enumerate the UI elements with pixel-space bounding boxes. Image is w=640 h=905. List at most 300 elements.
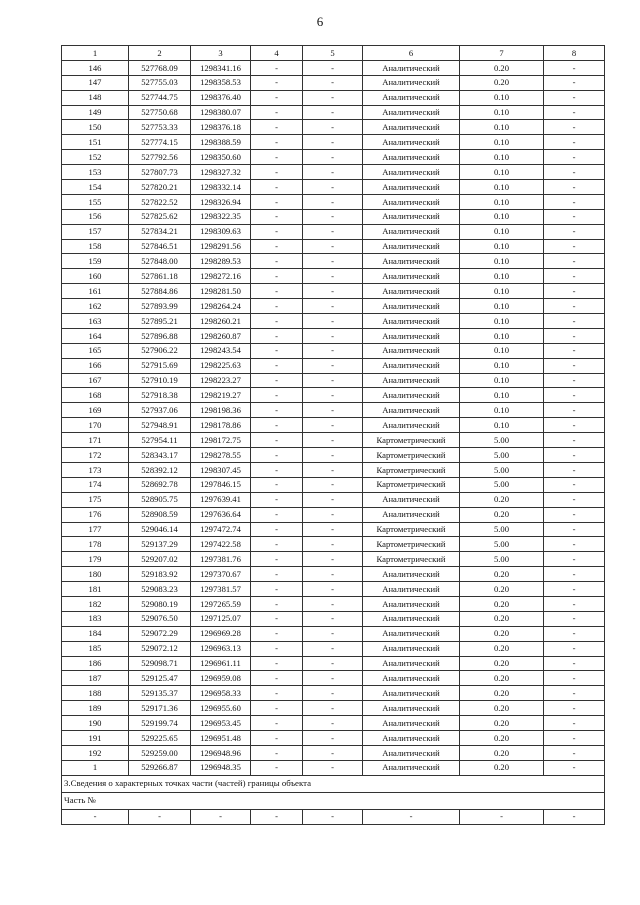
cell-col-5: - [303,194,363,209]
cell-method: Аналитический [363,194,460,209]
cell-col-8: - [544,671,605,686]
cell-method: Аналитический [363,150,460,165]
table-row [62,373,605,388]
cell-y-coordinate: 1298307.45 [191,462,251,477]
cell-col-5: - [303,626,363,641]
cell-x-coordinate: 527768.09 [129,60,191,75]
cell-method: Аналитический [363,656,460,671]
cell-y-coordinate: 1296955.60 [191,701,251,716]
cell-col-5: - [303,328,363,343]
cell-x-coordinate: 527895.21 [129,314,191,329]
cell-col-8: - [544,656,605,671]
cell-col-4: - [251,641,303,656]
cell-accuracy: 0.10 [460,403,544,418]
cell-x-coordinate: 527755.03 [129,75,191,90]
cell-col-5: - [303,745,363,760]
table-row [62,671,605,686]
cell-accuracy: 5.00 [460,537,544,552]
cell-point-number: 163 [62,314,129,329]
cell-x-coordinate: - [129,809,191,824]
table-row [62,194,605,209]
cell-point-number: 1 [62,760,129,775]
cell-x-coordinate: 527915.69 [129,358,191,373]
table-row [62,611,605,626]
cell-x-coordinate: 527792.56 [129,150,191,165]
table-row [62,462,605,477]
cell-col-8: - [544,537,605,552]
cell-accuracy: 0.10 [460,388,544,403]
cell-col-8: - [544,120,605,135]
cell-accuracy: 0.20 [460,745,544,760]
cell-col-4: - [251,433,303,448]
cell-x-coordinate: 528905.75 [129,492,191,507]
cell-col-4: - [251,180,303,195]
cell-point-number: 164 [62,328,129,343]
cell-col-8: - [544,507,605,522]
cell-method: Аналитический [363,224,460,239]
cell-point-number: 169 [62,403,129,418]
cell-accuracy: 0.20 [460,567,544,582]
cell-accuracy: 0.10 [460,269,544,284]
cell-y-coordinate: 1298223.27 [191,373,251,388]
cell-col-5: - [303,150,363,165]
cell-method: Аналитический [363,671,460,686]
cell-point-number: 186 [62,656,129,671]
cell-col-8: - [544,209,605,224]
cell-x-coordinate: 527834.21 [129,224,191,239]
cell-col-5: - [303,686,363,701]
cell-col-8: - [544,239,605,254]
cell-method: Картометрический [363,537,460,552]
cell-col-4: - [251,552,303,567]
table-row [62,433,605,448]
cell-y-coordinate: 1296961.11 [191,656,251,671]
cell-point-number: - [62,809,129,824]
cell-x-coordinate: 2 [129,46,191,61]
cell-col-4: - [251,358,303,373]
cell-col-8: - [544,730,605,745]
cell-y-coordinate: 1298309.63 [191,224,251,239]
cell-point-number: 168 [62,388,129,403]
cell-point-number: 148 [62,90,129,105]
cell-point-number: 152 [62,150,129,165]
cell-accuracy: 5.00 [460,477,544,492]
cell-col-5: - [303,120,363,135]
cell-y-coordinate: 1296963.13 [191,641,251,656]
cell-col-4: - [251,105,303,120]
cell-y-coordinate: 1296969.28 [191,626,251,641]
cell-col-5: - [303,180,363,195]
cell-col-5: - [303,567,363,582]
cell-point-number: 160 [62,269,129,284]
cell-col-4: - [251,596,303,611]
cell-point-number: 157 [62,224,129,239]
cell-col-8: - [544,809,605,824]
table-body [62,46,605,825]
cell-y-coordinate: 1297370.67 [191,567,251,582]
cell-method: Картометрический [363,522,460,537]
cell-point-number: 173 [62,462,129,477]
cell-col-4: - [251,120,303,135]
table-row [62,343,605,358]
cell-col-8: - [544,165,605,180]
cell-y-coordinate: 1298380.07 [191,105,251,120]
cell-col-4: - [251,254,303,269]
cell-col-4: - [251,60,303,75]
cell-col-8: - [544,418,605,433]
cell-point-number: 154 [62,180,129,195]
cell-col-5: - [303,582,363,597]
cell-col-8: - [544,105,605,120]
cell-x-coordinate: 528908.59 [129,507,191,522]
cell-method: Аналитический [363,254,460,269]
cell-point-number: 156 [62,209,129,224]
table-row [62,135,605,150]
cell-accuracy: 0.10 [460,135,544,150]
section-title-row [62,775,605,792]
cell-method: Аналитический [363,596,460,611]
cell-accuracy: 0.20 [460,656,544,671]
cell-point-number: 153 [62,165,129,180]
cell-point-number: 1 [62,46,129,61]
cell-x-coordinate: 529135.37 [129,686,191,701]
cell-y-coordinate: 1297639.41 [191,492,251,507]
cell-col-5: - [303,537,363,552]
cell-col-4: - [251,343,303,358]
cell-col-8: - [544,194,605,209]
table-row [62,507,605,522]
cell-x-coordinate: 529137.29 [129,537,191,552]
cell-point-number: 149 [62,105,129,120]
cell-y-coordinate: 1298332.14 [191,180,251,195]
cell-y-coordinate: 1297265.59 [191,596,251,611]
cell-col-5: - [303,462,363,477]
cell-col-8: - [544,328,605,343]
cell-col-4: - [251,135,303,150]
cell-point-number: 184 [62,626,129,641]
cell-x-coordinate: 529125.47 [129,671,191,686]
cell-y-coordinate: 1298243.54 [191,343,251,358]
cell-x-coordinate: 529225.65 [129,730,191,745]
cell-accuracy: 0.20 [460,596,544,611]
cell-y-coordinate: 1298172.75 [191,433,251,448]
table-row [62,522,605,537]
cell-accuracy: 0.20 [460,507,544,522]
cell-x-coordinate: 529080.19 [129,596,191,611]
table-row [62,388,605,403]
cell-accuracy: 0.10 [460,418,544,433]
cell-col-4: - [251,314,303,329]
cell-col-5: - [303,611,363,626]
cell-method: Аналитический [363,209,460,224]
cell-method: Аналитический [363,180,460,195]
cell-point-number: 174 [62,477,129,492]
cell-method: Аналитический [363,269,460,284]
cell-col-5: - [303,716,363,731]
cell-x-coordinate: 527884.86 [129,284,191,299]
cell-accuracy: 5.00 [460,448,544,463]
cell-point-number: 179 [62,552,129,567]
cell-col-8: - [544,477,605,492]
cell-col-8: - [544,582,605,597]
cell-x-coordinate: 527893.99 [129,299,191,314]
cell-accuracy: 0.10 [460,105,544,120]
cell-col-4: - [251,165,303,180]
cell-point-number: 162 [62,299,129,314]
cell-col-5: - [303,60,363,75]
cell-accuracy: 0.20 [460,671,544,686]
cell-col-5: - [303,671,363,686]
cell-y-coordinate: 1297381.57 [191,582,251,597]
cell-col-8: - [544,492,605,507]
cell-col-5: - [303,269,363,284]
cell-col-8: - [544,135,605,150]
cell-x-coordinate: 527774.15 [129,135,191,150]
cell-method: Аналитический [363,745,460,760]
table-row [62,641,605,656]
cell-point-number: 187 [62,671,129,686]
cell-point-number: 151 [62,135,129,150]
cell-point-number: 176 [62,507,129,522]
cell-method: Аналитический [363,284,460,299]
cell-method: Картометрический [363,448,460,463]
cell-x-coordinate: 529046.14 [129,522,191,537]
cell-x-coordinate: 529098.71 [129,656,191,671]
cell-method: 6 [363,46,460,61]
cell-col-5: - [303,90,363,105]
cell-x-coordinate: 527753.33 [129,120,191,135]
cell-col-5: - [303,809,363,824]
cell-method: Аналитический [363,403,460,418]
cell-point-number: 158 [62,239,129,254]
cell-col-4: - [251,403,303,418]
cell-accuracy: 0.10 [460,239,544,254]
cell-y-coordinate: 1298264.24 [191,299,251,314]
cell-point-number: 191 [62,730,129,745]
table-row [62,328,605,343]
cell-col-4: - [251,75,303,90]
cell-y-coordinate: 1297422.58 [191,537,251,552]
cell-col-4: - [251,224,303,239]
cell-col-5: - [303,254,363,269]
cell-point-number: 192 [62,745,129,760]
table-row [62,596,605,611]
cell-col-8: - [544,626,605,641]
cell-accuracy: 0.10 [460,284,544,299]
cell-y-coordinate: 1298219.27 [191,388,251,403]
cell-col-5: - [303,105,363,120]
cell-method: Аналитический [363,60,460,75]
cell-x-coordinate: 527744.75 [129,90,191,105]
cell-accuracy: 0.10 [460,299,544,314]
cell-col-5: - [303,209,363,224]
cell-col-5: - [303,388,363,403]
cell-col-4: - [251,477,303,492]
cell-point-number: 159 [62,254,129,269]
table-row [62,492,605,507]
cell-accuracy: 0.10 [460,165,544,180]
cell-x-coordinate: 527954.11 [129,433,191,448]
cell-col-5: - [303,299,363,314]
cell-method: Аналитический [363,165,460,180]
cell-accuracy: 0.10 [460,314,544,329]
cell-col-4: - [251,492,303,507]
cell-y-coordinate: 1298358.53 [191,75,251,90]
cell-col-8: - [544,60,605,75]
cell-y-coordinate: 1298376.40 [191,90,251,105]
cell-method: Аналитический [363,418,460,433]
cell-col-4: - [251,209,303,224]
cell-accuracy: 0.20 [460,626,544,641]
cell-y-coordinate: 1298322.35 [191,209,251,224]
cell-accuracy: 0.10 [460,194,544,209]
cell-x-coordinate: 527822.52 [129,194,191,209]
cell-col-4: - [251,418,303,433]
cell-method: Аналитический [363,314,460,329]
cell-accuracy: 0.10 [460,358,544,373]
cell-col-8: - [544,596,605,611]
cell-point-number: 183 [62,611,129,626]
cell-col-8: - [544,75,605,90]
cell-col-4: - [251,150,303,165]
cell-col-5: - [303,448,363,463]
cell-point-number: 172 [62,448,129,463]
cell-x-coordinate: 528392.12 [129,462,191,477]
cell-col-4: - [251,730,303,745]
cell-accuracy: 0.20 [460,60,544,75]
cell-method: Аналитический [363,701,460,716]
table-row [62,180,605,195]
cell-y-coordinate: - [191,809,251,824]
table-row [62,716,605,731]
section-3-title: 3.Сведения о характерных точках части (частей) границы объекта [62,775,605,792]
cell-col-5: - [303,656,363,671]
cell-method: Аналитический [363,716,460,731]
cell-method: Аналитический [363,686,460,701]
cell-method: Аналитический [363,90,460,105]
cell-col-8: - [544,760,605,775]
cell-accuracy: 0.10 [460,90,544,105]
table-row [62,224,605,239]
cell-col-4: - [251,448,303,463]
cell-x-coordinate: 527820.21 [129,180,191,195]
table-row [62,403,605,418]
cell-point-number: 167 [62,373,129,388]
cell-col-4: - [251,537,303,552]
cell-col-8: - [544,180,605,195]
cell-accuracy: 0.10 [460,328,544,343]
table-row [62,299,605,314]
cell-col-5: - [303,358,363,373]
cell-col-5: - [303,418,363,433]
cell-y-coordinate: 1298327.32 [191,165,251,180]
cell-y-coordinate: 1298278.55 [191,448,251,463]
cell-col-5: - [303,284,363,299]
cell-accuracy: 5.00 [460,433,544,448]
cell-col-8: - [544,269,605,284]
page-number: 6 [316,14,324,29]
cell-accuracy: 0.20 [460,686,544,701]
cell-col-4: - [251,611,303,626]
cell-y-coordinate: 1298198.36 [191,403,251,418]
cell-point-number: 182 [62,596,129,611]
cell-y-coordinate: 1298291.56 [191,239,251,254]
cell-accuracy: 0.20 [460,611,544,626]
cell-point-number: 190 [62,716,129,731]
cell-y-coordinate: 1297472.74 [191,522,251,537]
cell-method: Аналитический [363,760,460,775]
cell-col-5: - [303,730,363,745]
cell-col-5: - [303,75,363,90]
cell-x-coordinate: 527910.19 [129,373,191,388]
cell-col-5: 5 [303,46,363,61]
table-row [62,358,605,373]
table-row [62,567,605,582]
cell-x-coordinate: 529072.12 [129,641,191,656]
cell-y-coordinate: 1297846.15 [191,477,251,492]
cell-col-4: - [251,809,303,824]
cell-col-5: - [303,507,363,522]
cell-method: Аналитический [363,507,460,522]
cell-col-8: - [544,686,605,701]
cell-x-coordinate: 529183.92 [129,567,191,582]
cell-accuracy: 0.10 [460,120,544,135]
cell-col-4: - [251,269,303,284]
cell-col-4: - [251,90,303,105]
table-row [62,209,605,224]
cell-col-5: - [303,492,363,507]
cell-x-coordinate: 529171.36 [129,701,191,716]
cell-accuracy: 7 [460,46,544,61]
cell-col-8: 8 [544,46,605,61]
cell-y-coordinate: 1298289.53 [191,254,251,269]
table-row [62,284,605,299]
cell-method: Аналитический [363,120,460,135]
cell-col-4: - [251,328,303,343]
cell-x-coordinate: 528343.17 [129,448,191,463]
cell-x-coordinate: 529083.23 [129,582,191,597]
cell-col-4: - [251,388,303,403]
cell-point-number: 146 [62,60,129,75]
table-row [62,745,605,760]
cell-point-number: 171 [62,433,129,448]
cell-accuracy: 0.10 [460,343,544,358]
cell-y-coordinate: 1298225.63 [191,358,251,373]
cell-method: Аналитический [363,626,460,641]
cell-y-coordinate: 1298388.59 [191,135,251,150]
cell-col-8: - [544,254,605,269]
cell-y-coordinate: 1298350.60 [191,150,251,165]
cell-point-number: 165 [62,343,129,358]
cell-x-coordinate: 527937.06 [129,403,191,418]
cell-col-5: - [303,477,363,492]
table-row [62,269,605,284]
cell-method: Аналитический [363,75,460,90]
cell-method: - [363,809,460,824]
table-row [62,60,605,75]
cell-col-5: - [303,373,363,388]
cell-col-4: - [251,194,303,209]
cell-col-8: - [544,403,605,418]
cell-x-coordinate: 527846.51 [129,239,191,254]
cell-point-number: 177 [62,522,129,537]
cell-y-coordinate: 1298281.50 [191,284,251,299]
table-row [62,105,605,120]
cell-x-coordinate: 529072.29 [129,626,191,641]
table-row [62,730,605,745]
cell-x-coordinate: 527807.73 [129,165,191,180]
cell-method: Аналитический [363,239,460,254]
